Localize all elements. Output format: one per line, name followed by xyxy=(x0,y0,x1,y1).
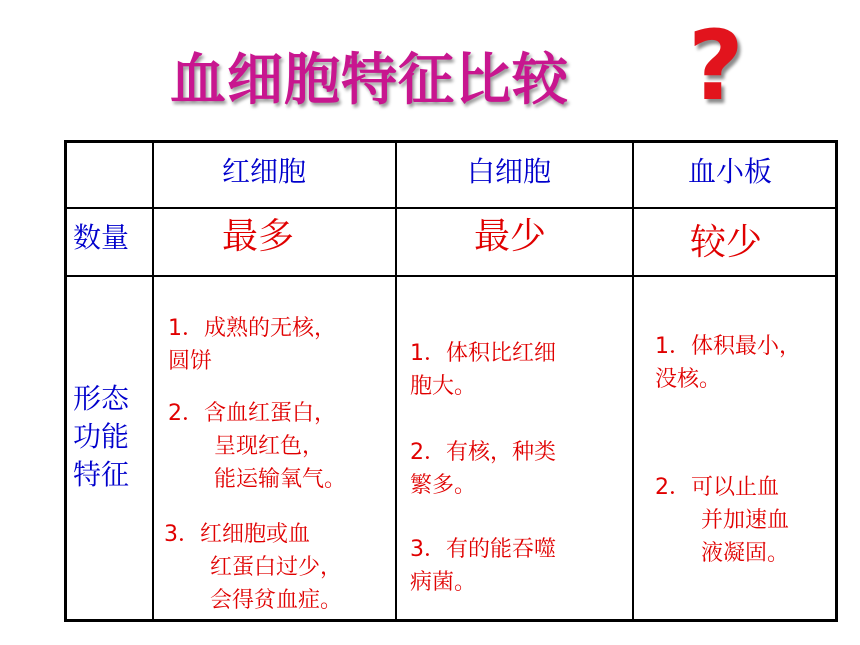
text-line: 红蛋白过少， xyxy=(210,555,343,580)
text-line: 没核。 xyxy=(655,367,722,392)
text-line: 圆饼 xyxy=(168,349,213,374)
text-line: 2．可以止血 xyxy=(655,475,779,500)
text-line: 会得贫血症。 xyxy=(210,588,343,613)
page-title: 血细胞特征比较 xyxy=(170,48,569,113)
table-border-top xyxy=(64,140,838,143)
table-col-divider xyxy=(395,140,397,621)
table-row-divider xyxy=(64,207,838,209)
text-line: 呈现红色， xyxy=(214,434,325,459)
row-label-line: 形态 xyxy=(73,382,130,415)
text-line: 1．体积最小， xyxy=(655,334,801,359)
text-line: 并加速血 xyxy=(701,508,790,533)
quantity-red-cells: 最多 xyxy=(222,216,295,257)
quantity-white-cells: 最少 xyxy=(474,216,547,257)
text-line: 3．有的能吞噬 xyxy=(410,537,556,562)
row-label-line: 功能 xyxy=(73,420,130,453)
white-cells-item-3 xyxy=(410,533,556,599)
text-line: 繁多。 xyxy=(410,473,477,498)
row-label-line: 特征 xyxy=(73,458,130,491)
text-line: 1．成熟的无核， xyxy=(168,316,336,341)
question-mark-icon: ? xyxy=(688,10,744,122)
red-cells-item-2 xyxy=(168,397,346,496)
row-label-quantity: 数量 xyxy=(73,221,130,254)
text-line: 病菌。 xyxy=(410,570,477,595)
platelets-item-2 xyxy=(655,471,789,570)
header-white-cells: 白细胞 xyxy=(467,155,552,188)
table-col-divider xyxy=(152,140,154,621)
table-col-divider xyxy=(632,140,634,621)
row-label-features xyxy=(73,380,129,494)
header-red-cells: 红细胞 xyxy=(222,155,307,188)
white-cells-item-1 xyxy=(410,337,556,403)
text-line: 3．红细胞或血 xyxy=(164,522,310,547)
header-platelets: 血小板 xyxy=(688,155,773,188)
red-cells-item-3 xyxy=(164,518,342,617)
quantity-platelets: 较少 xyxy=(690,222,763,263)
table-row-divider xyxy=(64,275,838,277)
table-border-right xyxy=(835,140,838,622)
white-cells-item-2 xyxy=(410,436,556,502)
table-border-bottom xyxy=(64,619,838,622)
text-line: 胞大。 xyxy=(410,374,477,399)
text-line: 1．体积比红细 xyxy=(410,341,556,366)
text-line: 2．有核，种类 xyxy=(410,440,556,465)
text-line: 2．含血红蛋白， xyxy=(168,401,336,426)
text-line: 能运输氧气。 xyxy=(214,467,347,492)
red-cells-item-1 xyxy=(168,312,336,378)
platelets-item-1 xyxy=(655,330,801,396)
text-line: 液凝固。 xyxy=(701,541,790,566)
table-border-left xyxy=(64,140,67,622)
